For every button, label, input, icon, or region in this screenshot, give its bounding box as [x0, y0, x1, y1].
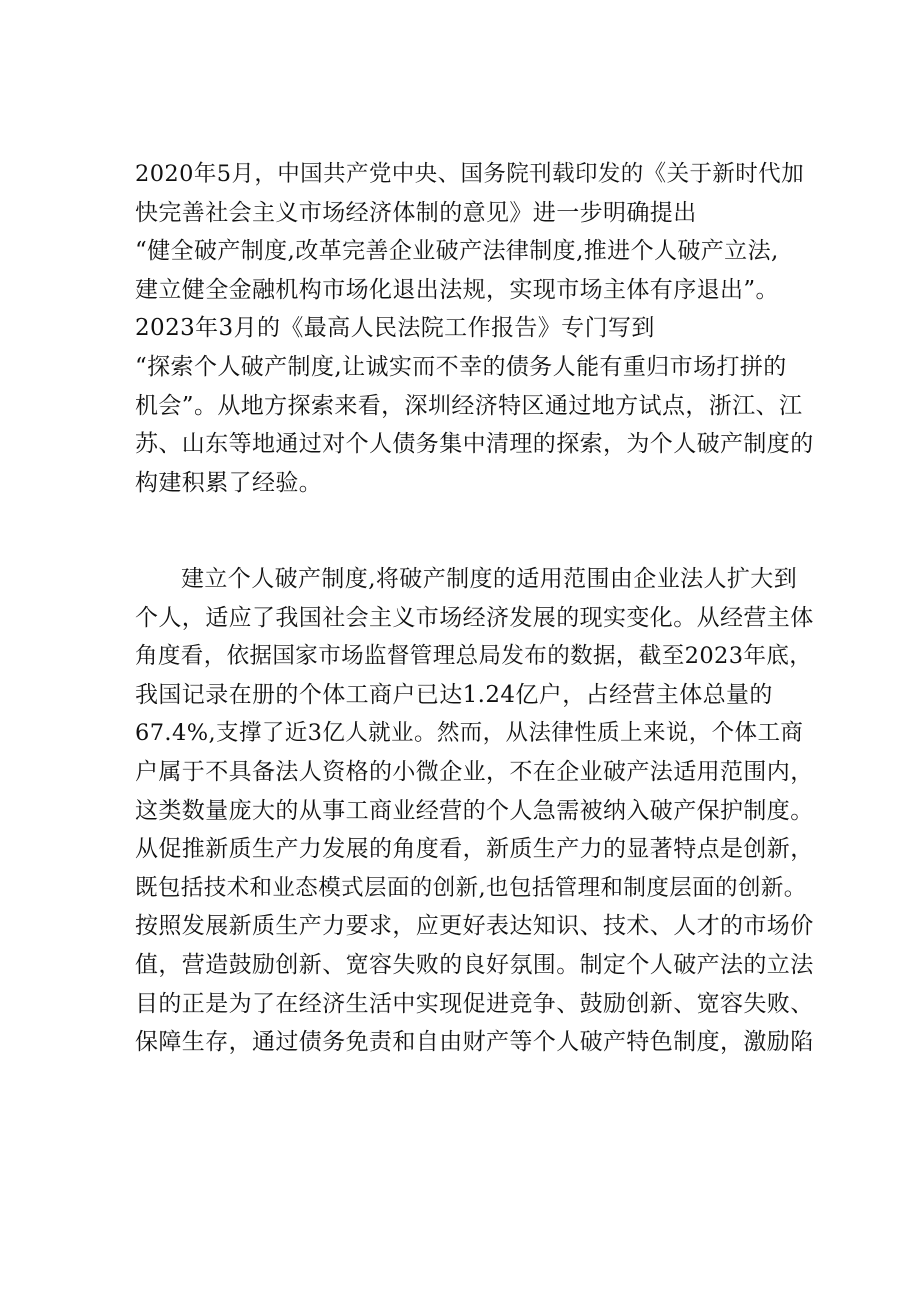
text-line: 机会”。从地方探索来看，深圳经济特区通过地方试点，浙江、江 — [135, 392, 803, 419]
text-line-first: 建立个人破产制度,将破产制度的适用范围由企业法人扩大到 — [181, 566, 798, 592]
text-line: 构建积累了经验。 — [135, 469, 323, 496]
text-line: 按照发展新质生产力要求，应更好表达知识、技术、人才的市场价 — [135, 913, 814, 940]
text-line: 目的正是为了在经济生活中实现促进竞争、鼓励创新、宽容失败、 — [135, 990, 814, 1017]
paragraph-1 — [135, 155, 815, 502]
text-line: 这类数量庞大的从事工商业经营的个人急需被纳入破产保护制度。 — [135, 797, 814, 824]
text-line: 建立健全金融机构市场化退出法规，实现市场主体有序退出”。 — [135, 276, 779, 303]
text-line: 2020年5月，中国共产党中央、国务院刊载印发的《关于新时代加 — [135, 161, 804, 187]
text-line: 我国记录在册的个体工商户已达1.24亿户，占经营主体总量的 — [135, 681, 773, 708]
text-line: 既包括技术和业态模式层面的创新,也包括管理和制度层面的创新。 — [135, 874, 807, 901]
text-line: 保障生存，通过债务免责和自由财产等个人破产特色制度，激励陷 — [135, 1029, 814, 1056]
paragraph-2 — [135, 560, 815, 1062]
text-line: 从促推新质生产力发展的角度看，新质生产力的显著特点是创新， — [135, 836, 814, 863]
text-line: 值，营造鼓励创新、宽容失败的良好氛围。制定个人破产法的立法 — [135, 951, 814, 978]
text-line: 苏、山东等地通过对个人债务集中清理的探索，为个人破产制度的 — [135, 431, 814, 458]
text-line: “健全破产制度,改革完善企业破产法律制度,推进个人破产立法, — [135, 238, 779, 265]
text-line: 67.4%,支撑了近3亿人就业。然而，从法律性质上来说，个体工商 — [135, 720, 804, 747]
text-line: 2023年3月的《最高人民法院工作报告》专门写到 — [135, 315, 655, 342]
text-line: “探索个人破产制度,让诚实而不幸的债务人能有重归市场打拼的 — [135, 353, 787, 380]
text-line: 户属于不具备法人资格的小微企业，不在企业破产法适用范围内， — [135, 758, 814, 785]
text-line: 个人，适应了我国社会主义市场经济发展的现实变化。从经营主体 — [135, 604, 814, 631]
text-line: 快完善社会主义市场经济体制的意见》进一步明确提出 — [135, 199, 697, 226]
text-line: 角度看，依据国家市场监督管理总局发布的数据，截至2023年底， — [135, 643, 813, 670]
